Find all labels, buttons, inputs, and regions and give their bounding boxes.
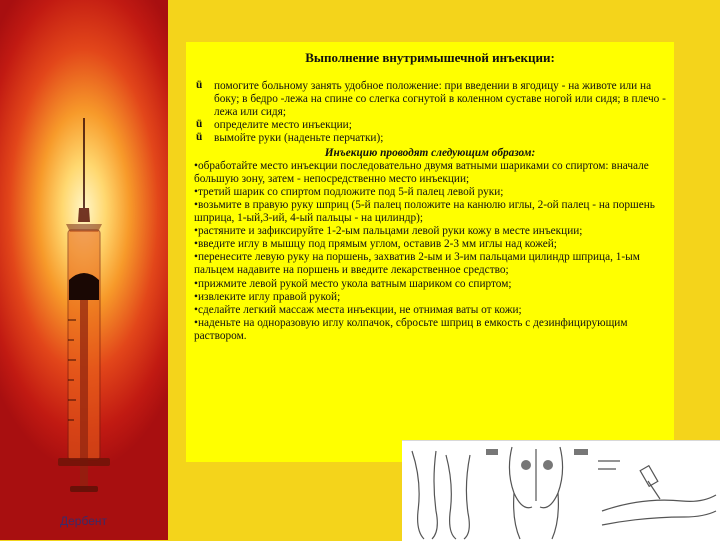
syringe-icon: [0, 0, 168, 540]
procedure-steps: [194, 160, 666, 343]
checkmark-icon: ü: [196, 118, 203, 131]
procedure-step: •возьмите в правую руку шприц (5-й палец положите на канюлю иглы, 2-ой палец - на поршень шприца, 1-ый,3-ий, 4-ый пальцы - на цилиндр);: [194, 198, 655, 225]
checkmark-icon: ü: [196, 131, 203, 144]
procedure-step: •наденьте на одноразовую иглу колпачок, сбросьте шприц в емкость с дезинфицирующим раствором.: [194, 316, 628, 342]
procedure-step: •прижмите левой рукой место укола ватным шариком со спиртом;: [194, 277, 512, 290]
procedure-subheading: Инъекцию проводят следующим образом:: [324, 146, 536, 159]
procedure-step: •сделайте легкий массаж места инъекции, не отнимая ваты от кожи;: [194, 303, 522, 316]
slide-title: Выполнение внутримышечной инъекции:: [305, 50, 555, 65]
procedure-step: •извлеките иглу правой рукой;: [194, 290, 341, 303]
check-item: [194, 119, 666, 132]
check-item: [194, 80, 666, 119]
procedure-step: •третий шарик со спиртом подложите под 5-й палец левой руки;: [194, 185, 504, 198]
check-item-text: помогите больному занять удобное положение: при введении в ягодицу - на животе или на боку; в бедро -лежа на спине со слегка согнутой в коленном суставе ногой или сидя; в плечо - лежа или сидя;: [214, 80, 666, 119]
check-item-text: определите место инъекции;: [214, 119, 352, 132]
instruction-text-box: [186, 42, 674, 462]
left-panel: [0, 0, 168, 540]
preparation-checklist: [194, 80, 666, 145]
procedure-step: •перенесите левую руку на поршень, захватив 2-ым и 3-им пальцами цилиндр шприца, 1-ым пальцем надавите на поршень и введите лекарственное средство;: [194, 251, 640, 277]
check-item-text: вымойте руки (наденьте перчатки);: [214, 132, 384, 145]
city-label: Дербент: [60, 514, 108, 528]
procedure-step: •растяните и зафиксируйте 1-2-ым пальцами левой руки кожу в месте инъекции;: [194, 225, 583, 238]
injection-sites-illustration: [402, 440, 720, 541]
procedure-step: •обработайте место инъекции последовательно двумя ватными шариками со спиртом: вначале большую зону, затем - непосредственно место инъекции;: [194, 159, 649, 185]
injection-sites-drawing: [402, 441, 720, 541]
check-item: [194, 132, 666, 145]
procedure-step: •введите иглу в мышцу под прямым углом, оставив 2-3 мм иглы над кожей;: [194, 238, 557, 251]
checkmark-icon: ü: [196, 79, 203, 92]
